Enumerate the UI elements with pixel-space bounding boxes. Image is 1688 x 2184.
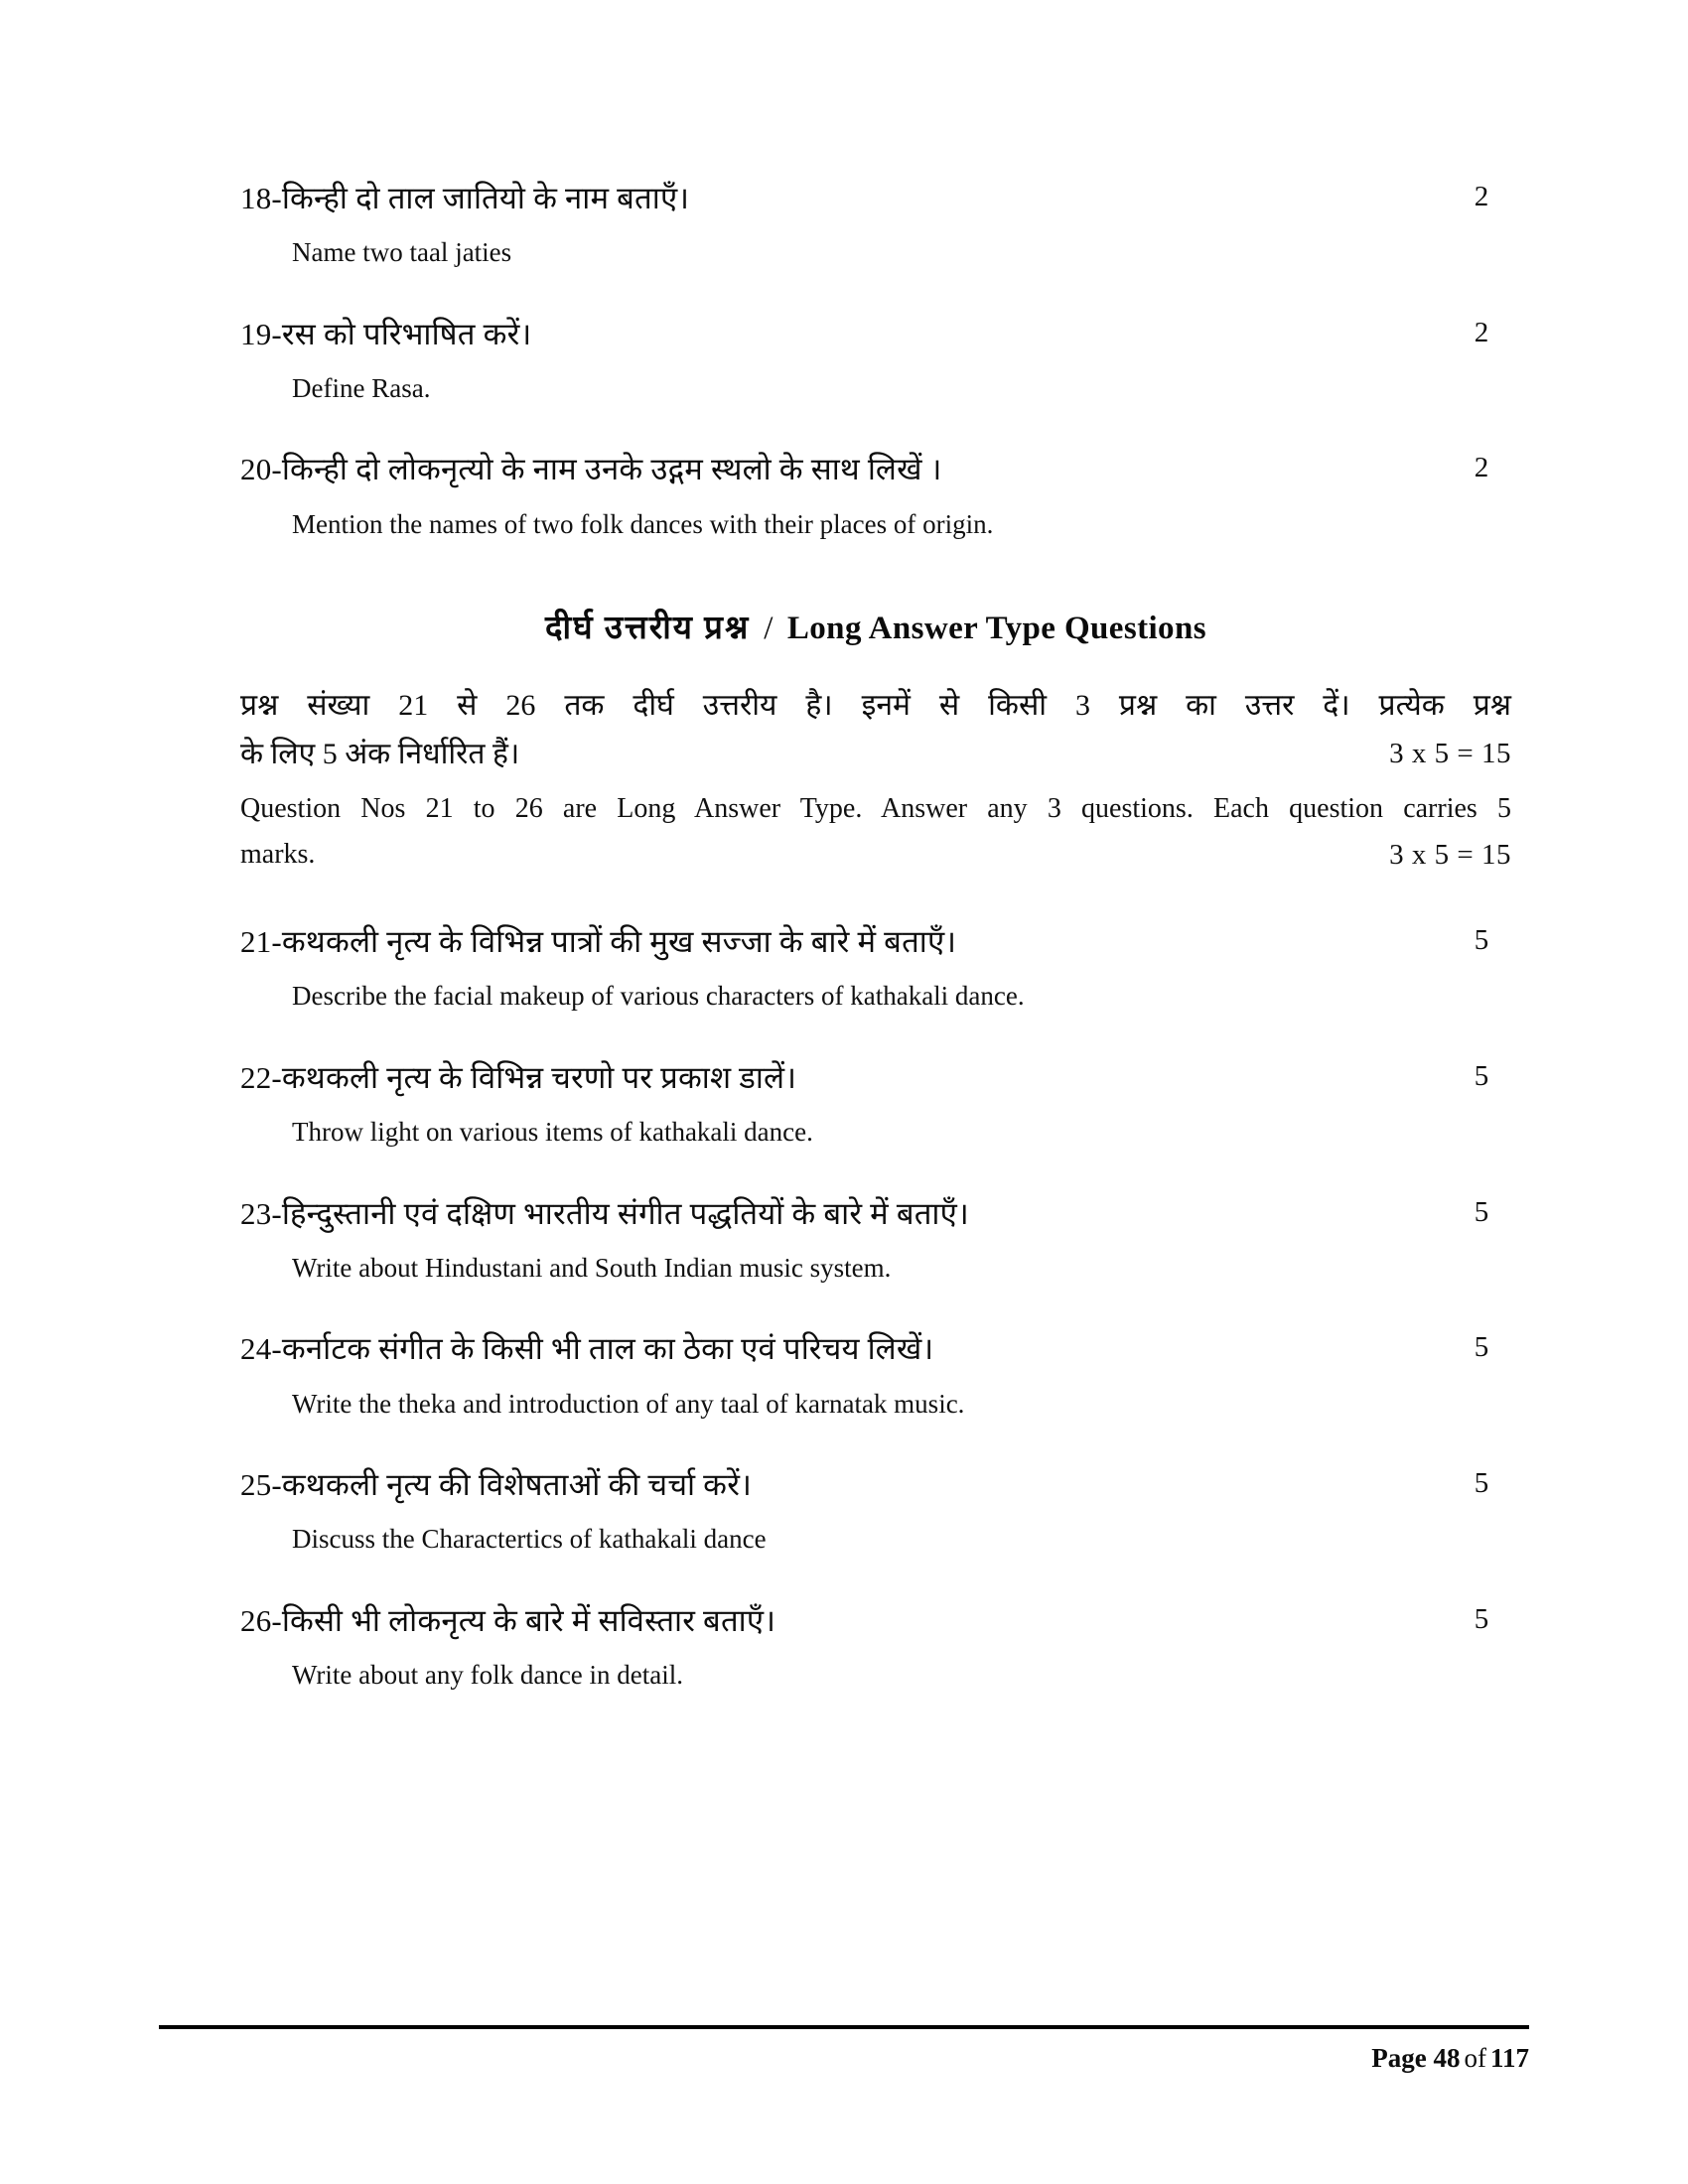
question-20-marks: 2 [1474, 452, 1489, 484]
footer-page-number: 48 [1433, 2043, 1461, 2073]
instructions-english-line-2-text: marks. [240, 838, 316, 870]
question-block-25 [240, 1465, 1511, 1558]
instructions-english-marks-calc: 3 x 5 = 15 [1389, 838, 1511, 871]
question-26-hindi: 26-किसी भी लोकनृत्य के बारे में सविस्तार बताएँ। [240, 1602, 776, 1638]
question-block-26 [240, 1601, 1511, 1694]
question-19-marks: 2 [1474, 316, 1489, 348]
question-25-hindi: 25-कथकली नृत्य की विशेषताओं की चर्चा करें। [240, 1467, 753, 1503]
question-22-hindi: 22-कथकली नृत्य के विभिन्न चरणो पर प्रकाश डालें। [240, 1059, 797, 1095]
question-18-english: Name two taal jaties [292, 237, 512, 268]
question-block-19 [240, 315, 1511, 407]
question-26-marks: 5 [1474, 1602, 1489, 1635]
instructions-hindi [240, 682, 1511, 778]
question-19-english: Define Rasa. [292, 373, 431, 404]
question-23-hindi: 23-हिन्दुस्तानी एवं दक्षिण भारतीय संगीत पद्धतियों के बारे में बताएँ। [240, 1195, 969, 1231]
footer-of-label: of [1464, 2043, 1486, 2073]
instructions-english-line-1: Question Nos 21 to 26 are Long Answer Type. Answer any 3 questions. Each question carries 5 [240, 793, 1511, 825]
question-24-english: Write the theka and introduction of any taal of karnatak music. [292, 1388, 965, 1419]
question-block-21 [240, 922, 1511, 1015]
question-25-marks: 5 [1474, 1467, 1489, 1500]
question-24-marks: 5 [1474, 1331, 1489, 1364]
question-23-english: Write about Hindustani and South Indian music system. [292, 1252, 892, 1283]
question-20-english: Mention the names of two folk dances with their places of origin. [292, 508, 994, 539]
section-instructions [240, 682, 1511, 877]
instructions-hindi-line-2 [240, 731, 1511, 779]
question-23-marks: 5 [1474, 1195, 1489, 1228]
question-block-22 [240, 1058, 1511, 1151]
question-19-hindi: 19-रस को परिभाषित करें। [240, 316, 532, 351]
section-heading-hindi: दीर्घ उत्तरीय प्रश्न [545, 611, 751, 647]
question-21-english: Describe the facial makeup of various characters of kathakali dance. [292, 981, 1025, 1012]
question-22-english: Throw light on various items of kathakali dance. [292, 1117, 813, 1148]
footer-total-pages: 117 [1489, 2043, 1529, 2073]
footer-page-label: Page [1371, 2043, 1427, 2073]
question-26-english: Write about any folk dance in detail. [292, 1660, 684, 1691]
footer-divider [159, 2025, 1529, 2029]
question-block-18 [240, 179, 1511, 271]
section-heading [240, 604, 1511, 648]
question-24-hindi: 24-कर्नाटक संगीत के किसी भी ताल का ठेका एवं परिचय लिखें। [240, 1331, 934, 1367]
section-heading-separator: / [764, 611, 774, 647]
question-21-marks: 5 [1474, 924, 1489, 957]
section-heading-english: Long Answer Type Questions [786, 611, 1206, 647]
instructions-hindi-marks-calc: 3 x 5 = 15 [1389, 737, 1511, 769]
page-content [240, 179, 1511, 1737]
instructions-english [240, 786, 1511, 877]
footer-page-indicator [1371, 2043, 1529, 2074]
question-block-24 [240, 1329, 1511, 1422]
question-block-23 [240, 1194, 1511, 1287]
question-22-marks: 5 [1474, 1059, 1489, 1092]
instructions-hindi-line-2-text: के लिए 5 अंक निर्धारित हैं। [240, 737, 520, 770]
question-18-marks: 2 [1474, 181, 1489, 212]
question-20-hindi: 20-किन्ही दो लोकनृत्यो के नाम उनके उद्गम स्थलो के साथ लिखें । [240, 452, 942, 487]
question-21-hindi: 21-कथकली नृत्य के विभिन्न पात्रों की मुख सज्जा के बारे में बताएँ। [240, 924, 957, 960]
question-25-english: Discuss the Charactertics of kathakali dance [292, 1524, 767, 1555]
question-block-20 [240, 450, 1511, 542]
instructions-hindi-line-1: प्रश्न संख्या 21 से 26 तक दीर्घ उत्तरीय है। इनमें से किसी 3 प्रश्न का उत्तर दें। प्रत्येक प्रश्न [240, 689, 1511, 723]
question-18-hindi: 18-किन्ही दो ताल जातियो के नाम बताएँ। [240, 181, 690, 215]
instructions-english-line-2 [240, 832, 1511, 877]
